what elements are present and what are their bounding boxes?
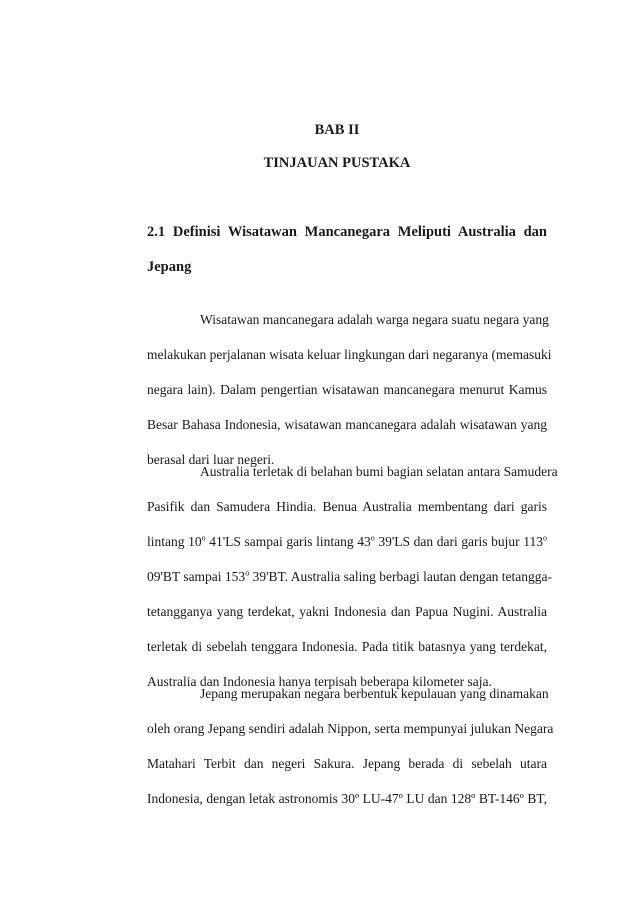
paragraph-line: negara lain). Dalam pengertian wisatawan mancanegara menurut Kamus (147, 382, 547, 397)
degree-mark: o (370, 533, 375, 543)
paragraph-line: Australia dan Indonesia hanya terpisah beberapa kilometer saja. (147, 674, 492, 689)
chapter-number: BAB II (314, 122, 360, 138)
paragraph-line (147, 559, 553, 594)
paragraph-line: Jepang merupakan negara berbentuk kepulauan yang dinamakan (200, 686, 549, 701)
paragraph-line: melakukan perjalanan wisata keluar lingkungan dari negaranya (memasuki (147, 347, 552, 362)
paragraph-line (147, 524, 547, 559)
paragraph-line: terletak di sebelah tenggara Indonesia. Pada titik batasnya yang terdekat, (147, 639, 547, 654)
paragraph-australia (147, 454, 558, 699)
paragraph-definition (147, 302, 552, 477)
paragraph-line: Wisatawan mancanegara adalah warga negara suatu negara yang (200, 312, 549, 327)
section-heading-line: Jepang (147, 259, 192, 275)
paragraph-line: Matahari Terbit dan negeri Sakura. Jepang berada di sebelah utara (147, 756, 547, 771)
paragraph-line: oleh orang Jepang sendiri adalah Nippon, serta mempunyai julukan Negara (147, 721, 554, 736)
paragraph-line: Indonesia, dengan letak astronomis 30º LU-47º LU dan 128º BT-146º BT, (147, 791, 547, 806)
paragraph-line: Pasifik dan Samudera Hindia. Benua Australia membentang dari garis (147, 499, 547, 514)
section-heading-line: 2.1 Definisi Wisatawan Mancanegara Meliputi Australia dan (147, 224, 547, 240)
paragraph-japan (147, 676, 554, 816)
paragraph-line: Australia terletak di belahan bumi bagian selatan antara Samudera (200, 464, 558, 479)
paragraph-line: tetangganya yang terdekat, yakni Indonesia dan Papua Nugini. Australia (147, 604, 547, 619)
text-run: 41'LS sampai garis lintang 43 (205, 534, 371, 549)
degree-mark: o (201, 533, 206, 543)
text-run: 09'BT sampai 153 (147, 569, 246, 584)
text-run: lintang 10 (147, 534, 202, 549)
text-run: 39'BT. Australia saling berbagi lautan dengan tetangga- (249, 569, 553, 584)
paragraph-line: Besar Bahasa Indonesia, wisatawan mancanegara adalah wisatawan yang (147, 417, 547, 432)
degree-mark: o (245, 568, 250, 578)
chapter-title: TINJAUAN PUSTAKA (263, 155, 411, 171)
section-heading (147, 215, 547, 285)
text-run: 39'LS dan dari garis bujur 113 (374, 534, 543, 549)
degree-mark: o (543, 533, 547, 543)
paragraph-line: berasal dari luar negeri. (147, 452, 275, 467)
